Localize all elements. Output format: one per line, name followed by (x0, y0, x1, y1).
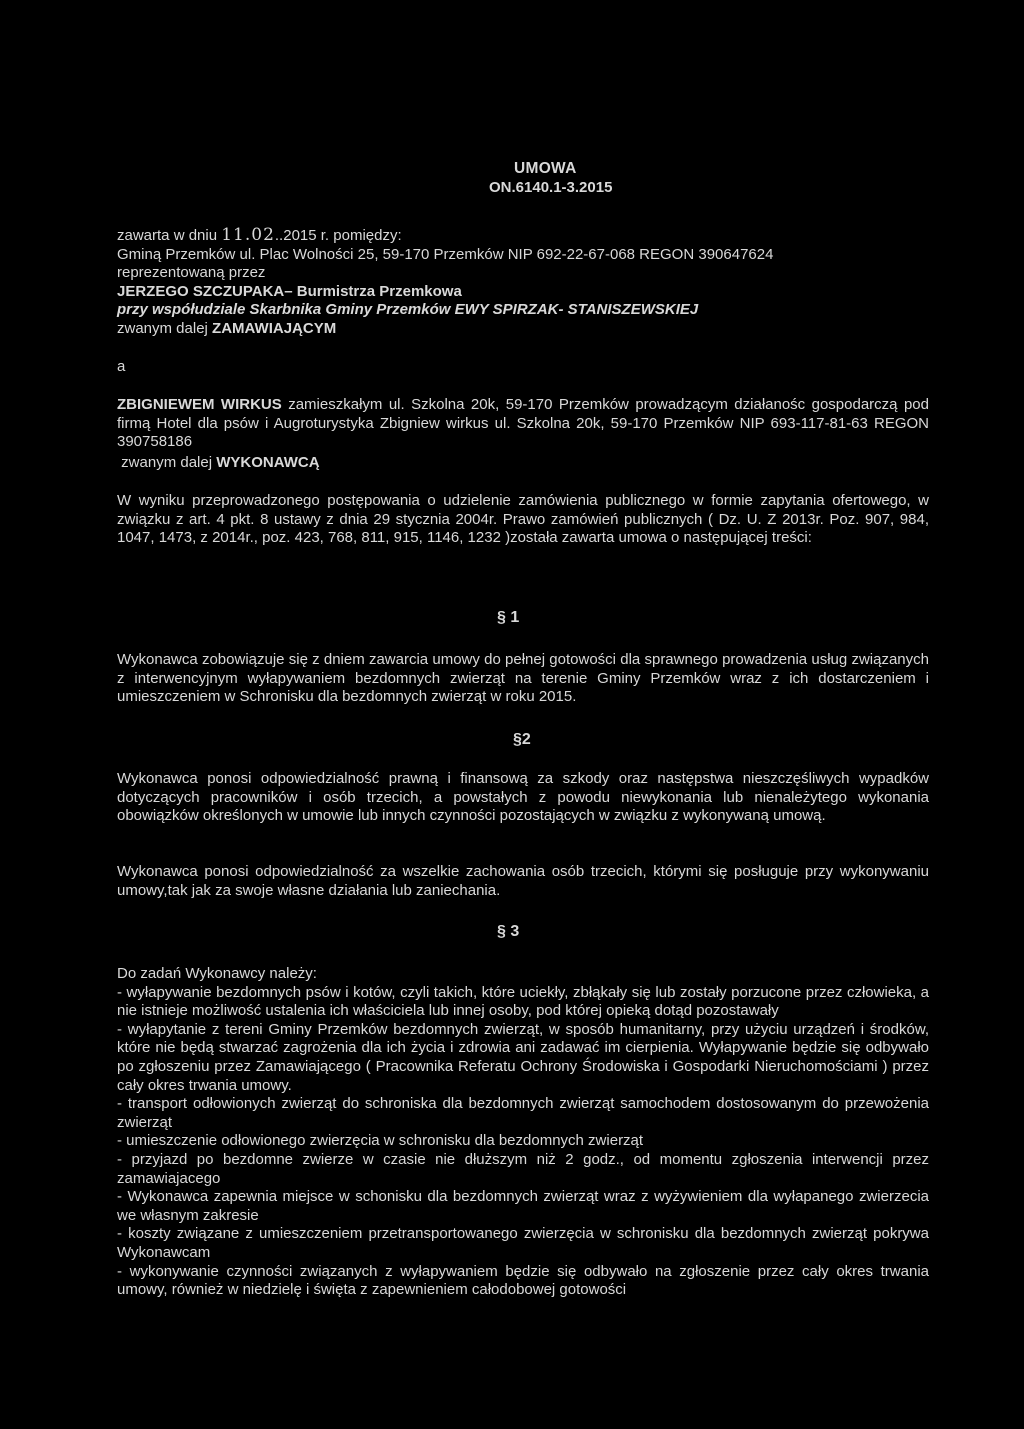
section-1-sign: § 1 (497, 609, 520, 626)
section-2-sign: §2 (513, 731, 531, 748)
list-item: - wyłapywanie bezdomnych psów i kotów, czyli takich, które uciekły, zbłąkały się lub zostały porzucone przez człowieka, a nie istnieje możliwość ustalenia ich właściciela lub innej osoby, pod której opieką dotąd pozostawały (117, 983, 929, 1020)
list-item: - wykonywanie czynności związanych z wyłapywaniem będzie się odbywało na zgłoszenie przez cały okres trwania umowy, również w niedzielę i święta z zapewnieniem całodobowej gotowości (117, 1262, 929, 1299)
represented-by: reprezentowaną przez (117, 264, 266, 282)
handwritten-date: 11.02 (221, 225, 275, 245)
contractor-section (117, 396, 929, 472)
contractor-name: ZBIGNIEWEM WIRKUS (117, 396, 282, 413)
parties-section (117, 226, 929, 339)
cosignatory: przy współudziale Skarbnika Gminy Przemków EWY SPIRZAK- STANISZEWSKIEJ (117, 301, 699, 319)
section-3-intro: Do zadań Wykonawcy należy: (117, 965, 317, 982)
list-item: - przyjazd po bezdomne zwierze w czasie nie dłuższym niż 2 godz., od momentu zgłoszenia interwencji przez zamawiajacego (117, 1150, 929, 1187)
called-employer: zwanym dalej ZAMAWIAJĄCYM (117, 319, 337, 337)
contractor-details: ZBIGNIEWEM WIRKUS zamieszkałym ul. Szkolna 20k, 59-170 Przemków prowadzącym działanośc gospodarczą pod firmą Hotel dla psów i Augroturystyka Zbigniew wirkus ul. Szkolna 20k, 59-170 Przemków NIP 693-117-81-63 REGON 390758186 (117, 396, 929, 451)
called-contractor: zwanym dalej WYKONAWCĄ (121, 453, 320, 471)
list-item: - Wykonawca zapewnia miejsce w schonisku dla bezdomnych zwierząt wraz z wyżywieniem dla wyłapanego zwierzecia we własnym zakresie (117, 1188, 929, 1224)
party1-line: Gminą Przemków ul. Plac Wolności 25, 59-170 Przemków NIP 692-22-67-068 REGON 390647624 (117, 245, 774, 263)
representative-name: JERZEGO SZCZUPAKA– Burmistrza Przemkowa (117, 282, 462, 300)
list-item: - transport odłowionych zwierząt do schroniska dla bezdomnych zwierząt samochodem dostosowanym do przewożenia zwierząt (117, 1095, 929, 1131)
and-separator: a (117, 358, 126, 375)
legal-basis: W wyniku przeprowadzonego postępowania o udzielenie zamówienia publicznego w formie zapytania ofertowego, w związku z art. 4 pkt. 8 ustawy z dnia 29 stycznia 2004r. Prawo zamówień publicznych ( Dz. U. Z 2013r. Poz. 907, 984, 1047, 1473, z 2014r., poz. 423, 768, 811, 915, 1146, 1232 )została zawarta umowa o następującej treści: (117, 492, 929, 547)
contractor-label: WYKONAWCĄ (216, 453, 320, 471)
employer-label: ZAMAWIAJĄCYM (212, 319, 337, 337)
list-item: - koszty związane z umieszczeniem przetransportowanego zwierzęcia w schronisku dla bezdomnych zwierząt pokrywa Wykonawcam (117, 1225, 929, 1261)
section-2-text-2: Wykonawca ponosi odpowiedzialność za wszelkie zachowania osób trzecich, którymi się posługuje przy wykonywaniu umowy,tak jak za swoje własne działania lub zaniechania. (117, 863, 929, 899)
section-2-text-1: Wykonawca ponosi odpowiedzialność prawną i finansową za szkody oraz następstwa nieszczęśliwych wypadków dotyczących pracowników i osób trzecich, a powstałych z powodu niewykonania lub nienależytego wykonania obowiązków określonych w umowie lub innych czynności pozostających w związku z wykonywaną umową. (117, 770, 929, 825)
document-title: UMOWA (514, 160, 577, 177)
section-1-text: Wykonawca zobowiązuje się z dniem zawarcia umowy do pełnej gotowości dla sprawnego prowadzenia usług związanych z interwencyjnym wyłapywaniem bezdomnych zwierząt na terenie Gminy Przemków wraz z ich dostarczeniem i umieszczeniem w Schronisku dla bezdomnych zwierząt w roku 2015. (117, 651, 929, 706)
concluded-line: zawarta w dniu 11.02..2015 r. pomiędzy: (117, 225, 402, 245)
document-number: ON.6140.1-3.2015 (489, 179, 613, 196)
list-item: - umieszczenie odłowionego zwierzęcia w schronisku dla bezdomnych zwierząt (117, 1132, 644, 1150)
section-3-sign: § 3 (497, 923, 520, 940)
list-item: - wyłapytanie z tereni Gminy Przemków bezdomnych zwierząt, w sposób humanitarny, przy użyciu urządzeń i środków, które nie będą stwarzać zagrożenia dla ich życia i zdrowia ani zadawać im cierpienia. Wyłapywanie będzie się odbywało po zgłoszeniu przez Zamawiającego ( Pracownika Referatu Ochrony Środowiska i Gospodarki Nieruchomościami ) przez cały okres trwania umowy. (117, 1020, 929, 1094)
section-3-list (117, 965, 929, 1300)
